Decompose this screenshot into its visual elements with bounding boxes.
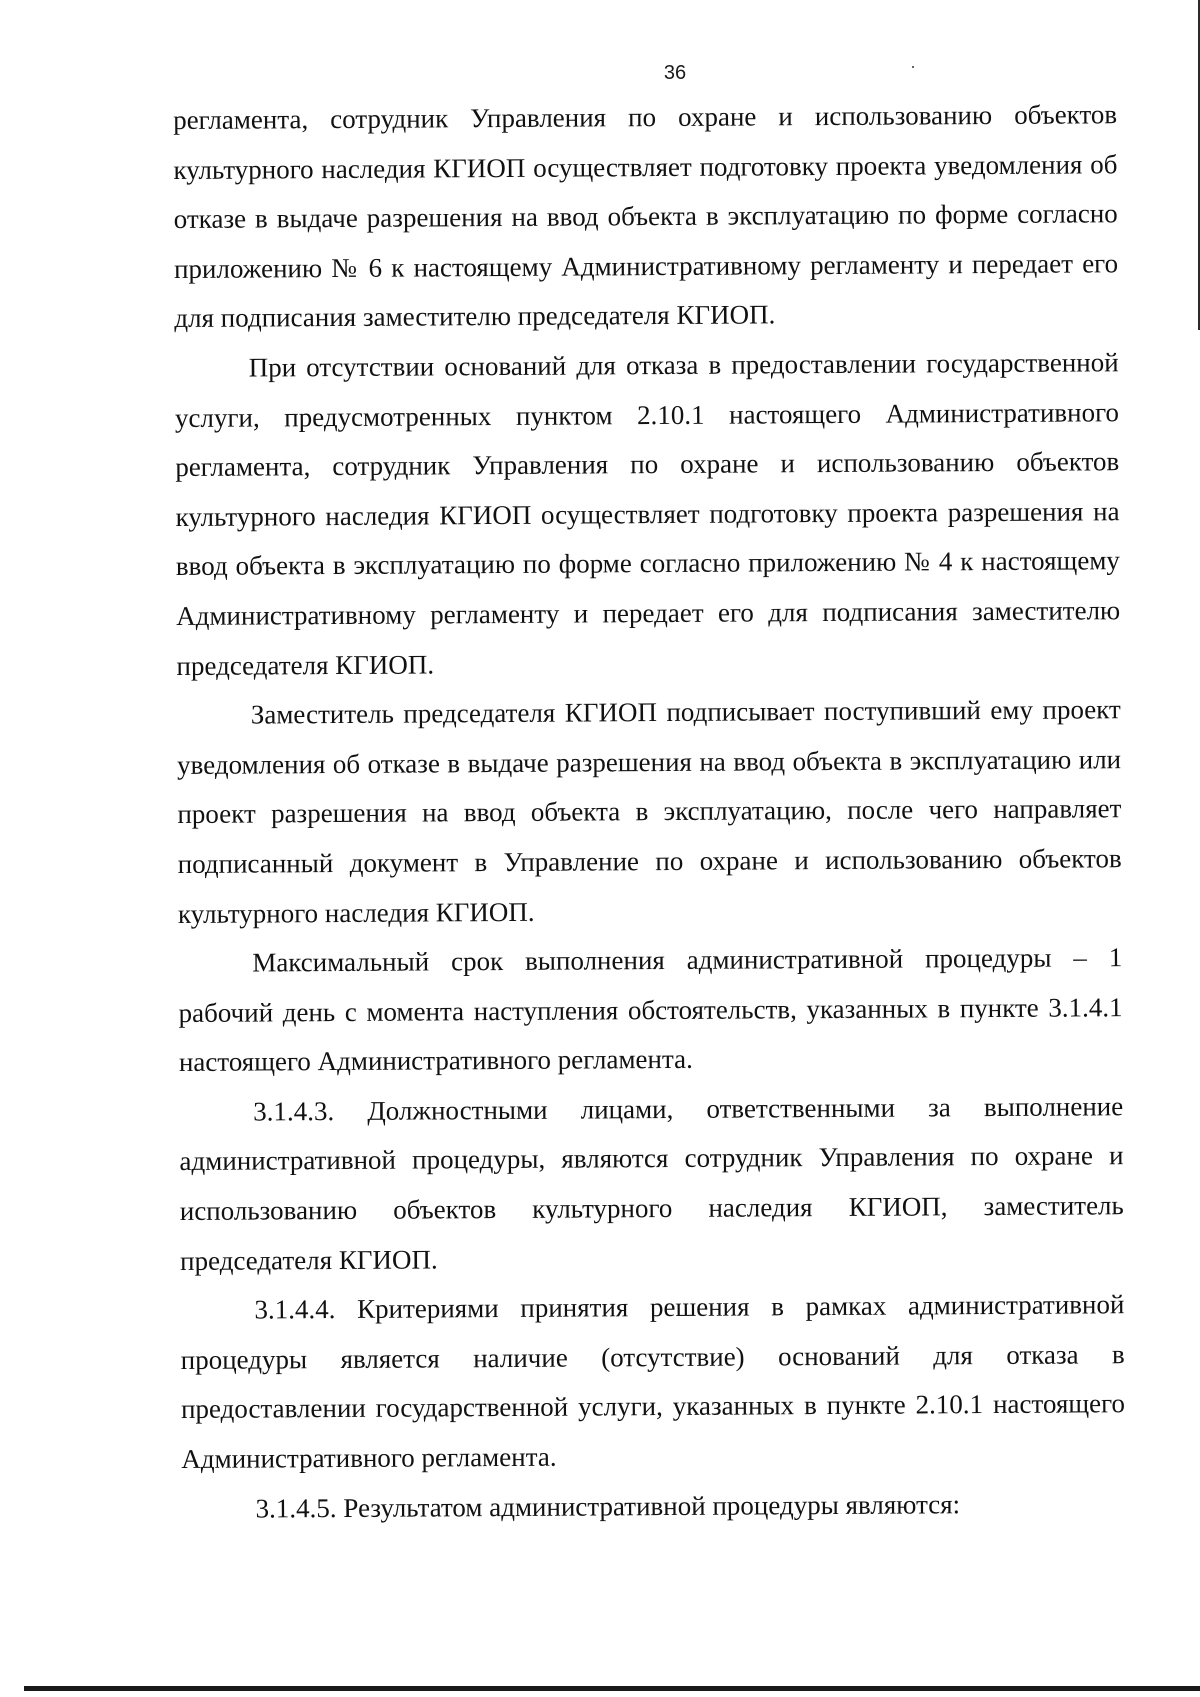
paragraph-max-term: Максимальный срок выполнения административной процедуры – 1 рабочий день с момента наступления обстоятельств, указанных в пункте 3.1.4.1 настоящего Административного регламента. [178,942,1123,1078]
paragraph-3-1-4-5: 3.1.4.5. Результатом административной процедуры являются: [255,1488,961,1524]
paragraph-3-1-4-4: 3.1.4.4. Критериями принятия решения в рамках административной процедуры является наличие (отсутствие) оснований для отказа в предоставлении государственной услуги, указанных в пункте 2.10.1 настоящего Административного регламента. [180,1289,1126,1475]
paragraph-no-grounds: При отсутствии оснований для отказа в предоставлении государственной услуги, предусмотренных пунктом 2.10.1 настоящего Административного регламента, сотрудник Управления по охране и использованию объектов культурного наследия КГИОП осуществляет подготовку проекта разрешения на ввод объекта в эксплуатацию по форме согласно приложению № 4 к настоящему Административному регламенту и передает его для подписания заместителю председателя КГИОП. [174,347,1121,681]
page-number: 36 [663,62,687,84]
document-body [173,90,1126,1534]
paragraph-deputy-signs: Заместитель председателя КГИОП подписывает поступивший ему проект уведомления об отказе в выдаче разрешения на ввод объекта в эксплуатацию или проект разрешения на ввод объекта в эксплуатацию, после чего направляет подписанный документ в Управление по охране и использованию объектов культурного наследия КГИОП. [176,694,1122,929]
paragraph-3-1-4-3: 3.1.4.3. Должностными лицами, ответственными за выполнение административной процедуры, являются сотрудник Управления по охране и использованию объектов культурного наследия КГИОП, заместитель председателя КГИОП. [179,1091,1124,1276]
scan-edge-bottom [24,1686,1200,1691]
paragraph-continuation: регламента, сотрудник Управления по охране и использованию объектов культурного наследия КГИОП осуществляет подготовку проекта уведомления об отказе в выдаче разрешения на ввод объекта в эксплуатацию по форме согласно приложению № 6 к настоящему Административному регламенту и передает его для подписания заместителю председателя КГИОП. [173,99,1119,334]
